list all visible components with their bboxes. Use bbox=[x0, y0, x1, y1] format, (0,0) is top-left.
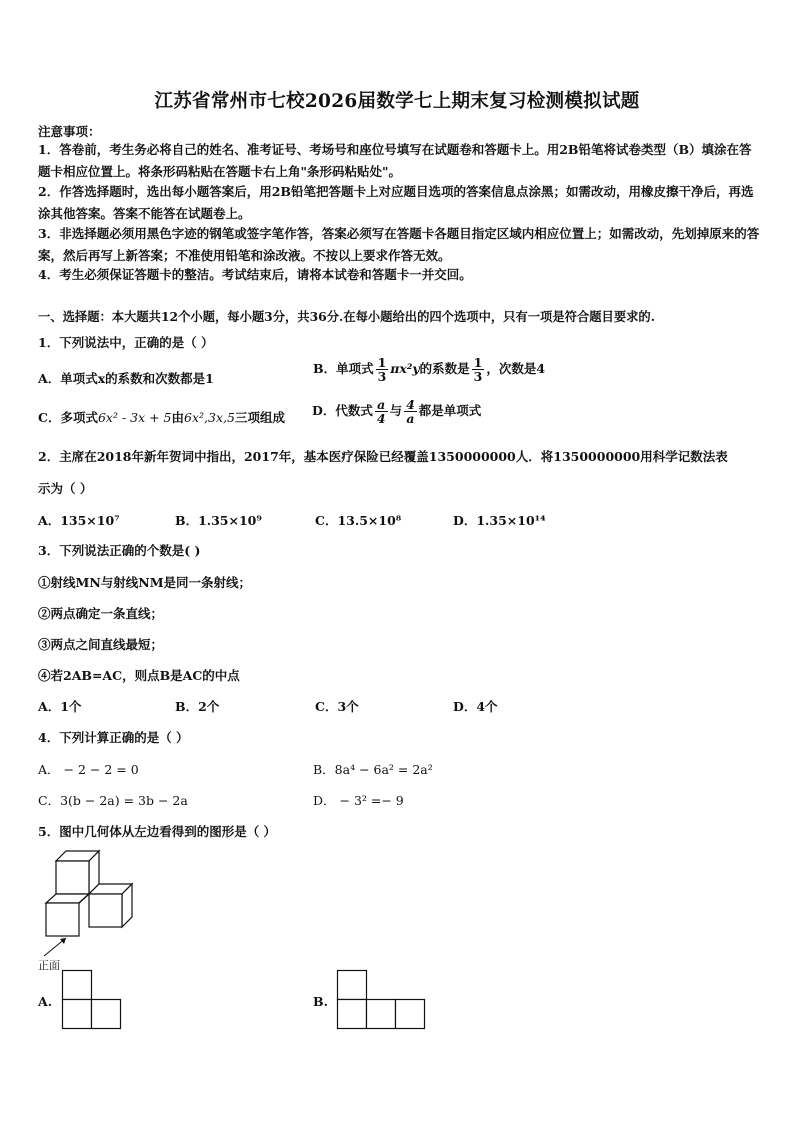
q1-b-middle: 的系数是 bbox=[419, 361, 470, 377]
notice-item-3: 3．非选择题必须用黑色字迹的钢笔或签字笔作答，答案必须写在答题卡各题目指定区域内相应位置上；如需改动，先划掉原来的答案，然后再写上新答案；不准使用铅笔和涂改液。不按以上要求作答无效。 bbox=[38, 226, 760, 263]
front-label: 正面 bbox=[38, 959, 60, 972]
q1-b-expression: πx²y bbox=[390, 361, 420, 377]
q1-option-b bbox=[313, 356, 545, 383]
q4-option-b: B．8a⁴ − 6a² = 2a² bbox=[313, 762, 433, 777]
q3-stem: 3．下列说法正确的个数是( ) bbox=[38, 543, 201, 558]
fraction-numerator: a bbox=[375, 398, 388, 412]
q1-stem: 1．下列说法中，正确的是（ ） bbox=[38, 335, 214, 350]
q1-d-middle: 与 bbox=[389, 403, 403, 419]
q1-d-suffix: 都是单项式 bbox=[418, 403, 482, 419]
q5-stem: 5．图中几何体从左边看得到的图形是（ ） bbox=[38, 824, 277, 839]
q5-option-b-figure bbox=[337, 970, 429, 1032]
q1-b-prefix: B．单项式 bbox=[313, 361, 374, 377]
notice-heading: 注意事项： bbox=[38, 124, 101, 139]
fraction-denominator: 3 bbox=[473, 369, 483, 385]
fraction bbox=[375, 398, 388, 425]
q3-statement-4: ④若2AB=AC，则点B是AC的中点 bbox=[38, 668, 240, 683]
q2-option-c: C．13.5×10⁸ bbox=[315, 513, 402, 528]
q2-stem-line-2: 示为（ ） bbox=[38, 481, 93, 496]
fraction-numerator: 1 bbox=[473, 355, 483, 370]
fraction-numerator: 4 bbox=[406, 397, 415, 412]
q5-option-a-label: A. bbox=[38, 994, 53, 1009]
q1-b-suffix: ，次数是4 bbox=[486, 361, 546, 377]
page-title: 江苏省常州市七校2026届数学七上期末复习检测模拟试题 bbox=[154, 91, 640, 112]
q3-option-b: B．2个 bbox=[175, 699, 220, 714]
q3-statement-2: ②两点确定一条直线； bbox=[38, 606, 164, 621]
q4-stem: 4．下列计算正确的是（ ） bbox=[38, 730, 189, 745]
section-heading: 一、选择题：本大题共12个小题，每小题3分，共36分.在每小题给出的四个选项中，只有一项是符合题目要求的. bbox=[38, 309, 656, 324]
notice-item-4: 4．考生必须保证答题卡的整洁。考试结束后，请将本试卷和答题卡一并交回。 bbox=[38, 267, 472, 282]
q2-option-b: B．1.35×10⁹ bbox=[175, 513, 262, 528]
q1-c-prefix: C．多项式 bbox=[38, 410, 98, 425]
fraction bbox=[404, 398, 417, 425]
q4-option-a: A． − 2 − 2 = 0 bbox=[38, 762, 139, 777]
q3-option-a: A．1个 bbox=[38, 699, 82, 714]
q1-c-middle: 由 bbox=[171, 410, 185, 425]
q1-d-prefix: D．代数式 bbox=[312, 403, 373, 419]
fraction-denominator: a bbox=[406, 411, 415, 427]
q5-solid-figure bbox=[36, 846, 156, 966]
q1-option-d bbox=[312, 398, 481, 425]
fraction bbox=[472, 356, 485, 383]
q2-stem-line-1: 2．主席在2018年新年贺词中指出，2017年，基本医疗保险已经覆盖1350000000人．将1350000000用科学记数法表 bbox=[38, 449, 728, 464]
q5-option-a-figure bbox=[62, 970, 124, 1032]
q1-c-terms: 6x²,3x,5 bbox=[184, 410, 235, 425]
q3-statement-1: ①射线MN与射线NM是同一条射线； bbox=[38, 575, 252, 590]
q4-option-c: C．3(b − 2a) = 3b − 2a bbox=[38, 793, 188, 808]
fraction-denominator: 4 bbox=[376, 411, 386, 427]
arrow-head-icon bbox=[60, 938, 66, 944]
notice-item-1: 1．答卷前，考生务必将自己的姓名、准考证号、考场号和座位号填写在试题卷和答题卡上。用2B铅笔将试卷类型（B）填涂在答题卡相应位置上。将条形码粘贴在答题卡右上角"条形码粘贴处"。 bbox=[38, 142, 752, 179]
fraction-numerator: 1 bbox=[377, 355, 387, 370]
q1-c-expression: 6x² - 3x + 5 bbox=[97, 410, 172, 425]
q2-option-a: A．135×10⁷ bbox=[38, 513, 120, 528]
q1-c-suffix: 三项组成 bbox=[234, 410, 285, 425]
fraction bbox=[376, 356, 389, 383]
q5-option-b-label: B. bbox=[313, 994, 328, 1009]
q1-option-a: A．单项式x的系数和次数都是1 bbox=[38, 371, 214, 386]
q4-option-d: D． − 3² =− 9 bbox=[313, 793, 404, 808]
fraction-denominator: 3 bbox=[377, 369, 387, 385]
q3-option-c: C．3个 bbox=[315, 699, 359, 714]
notice-item-2: 2．作答选择题时，选出每小题答案后，用2B铅笔把答题卡上对应题目选项的答案信息点涂黑；如需改动，用橡皮擦干净后，再选涂其他答案。答案不能答在试题卷上。 bbox=[38, 184, 754, 221]
q1-option-c bbox=[38, 408, 285, 426]
q3-option-d: D．4个 bbox=[453, 699, 498, 714]
q3-statement-3: ③两点之间直线最短； bbox=[38, 637, 164, 652]
q2-option-d: D．1.35×10¹⁴ bbox=[453, 513, 546, 528]
